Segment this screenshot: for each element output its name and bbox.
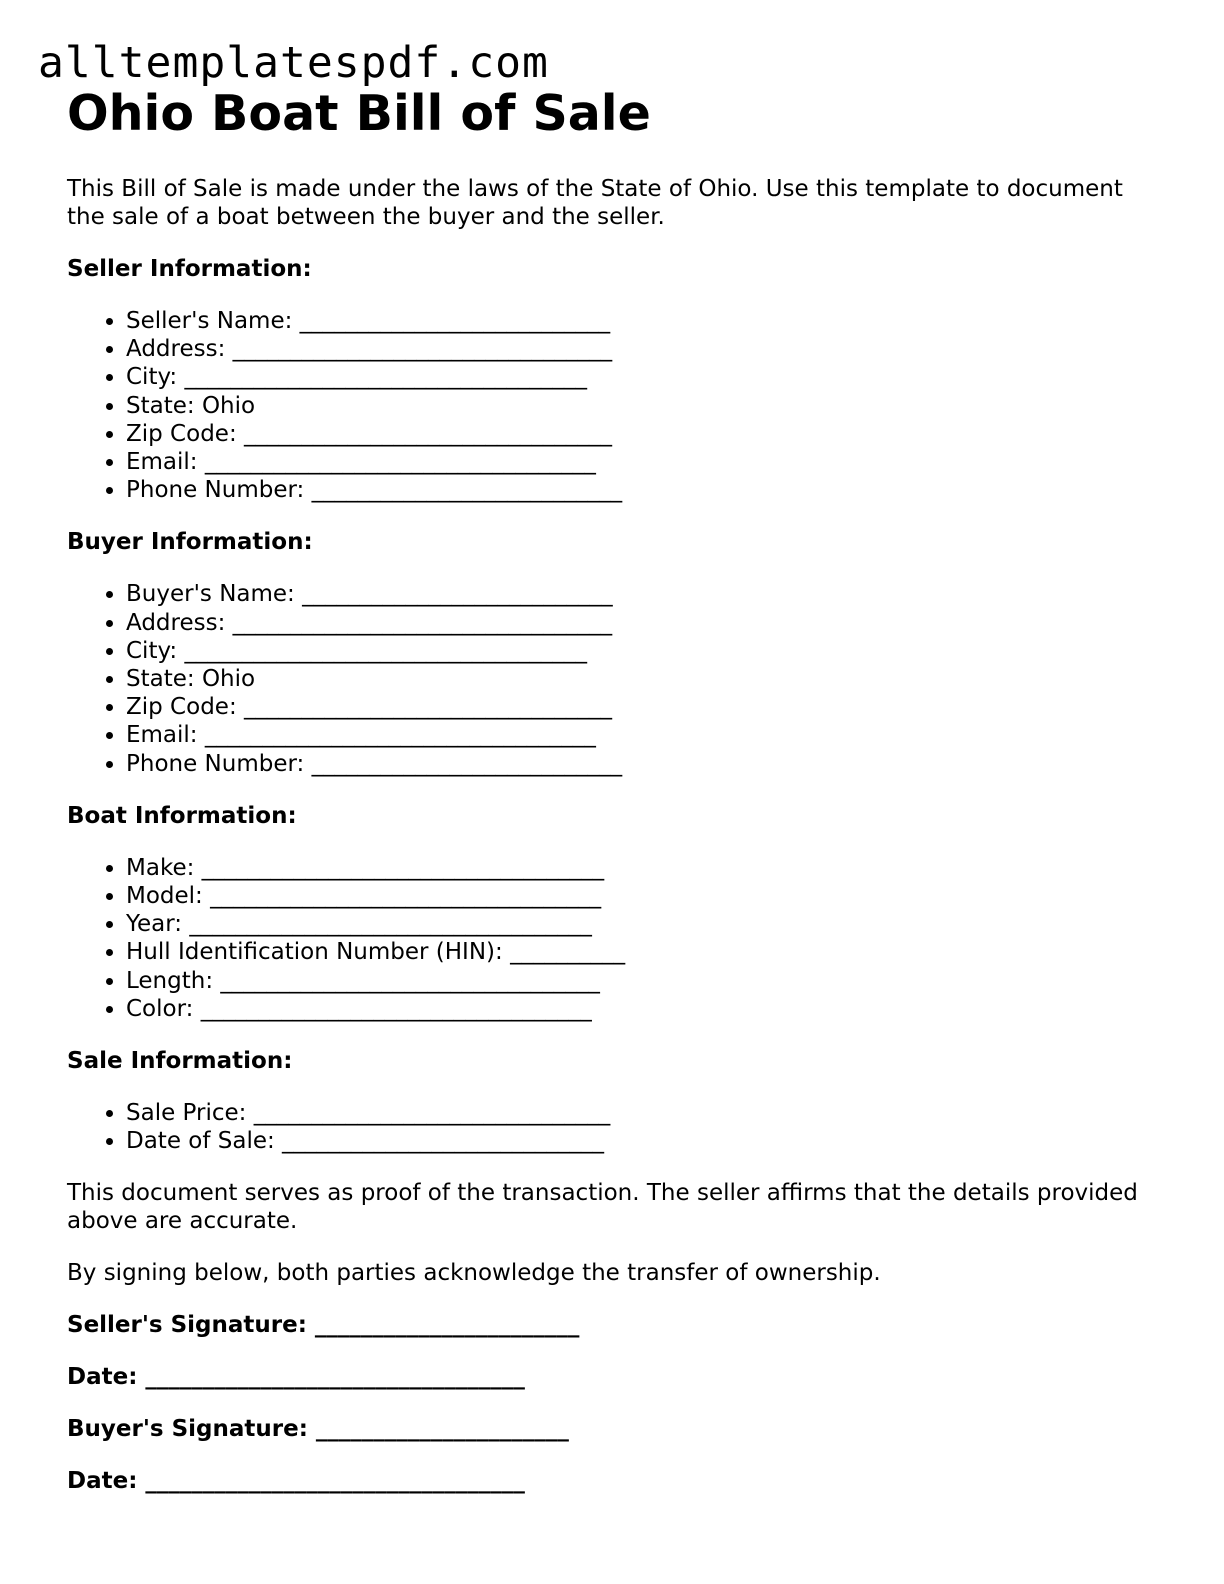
buyer-state-field: • State: Ohio [126,665,1157,693]
seller-city-field: • City: ___________________________________ [126,363,1157,391]
seller-address-field: • Address: _________________________________ [126,335,1157,363]
seller-email-field: • Email: __________________________________ [126,448,1157,476]
boat-section-heading: Boat Information: [67,802,297,829]
boat-make-field: • Make: ___________________________________ [126,854,1157,882]
boat-year-field: • Year: ___________________________________ [126,910,1157,938]
buyer-city-field: • City: ___________________________________ [126,637,1157,665]
watermark: alltemplatespdf.com [38,38,549,88]
sale-price-field: • Sale Price: _______________________________ [126,1099,1157,1127]
buyer-info-list [67,580,1157,777]
document-title: Ohio Boat Bill of Sale [67,85,651,142]
boat-info-list [67,854,1157,1023]
document-page [67,82,1157,1495]
buyer-phone-field: • Phone Number: ___________________________ [126,750,1157,778]
seller-phone-field: • Phone Number: ___________________________ [126,476,1157,504]
buyer-name-field: • Buyer's Name: ___________________________ [126,580,1157,608]
buyer-email-field: • Email: __________________________________ [126,721,1157,749]
seller-section-heading: Seller Information: [67,256,312,282]
sale-section-heading: Sale Information: [67,1048,293,1075]
intro-paragraph: This Bill of Sale is made under the laws of the State of Ohio. Use this template to document the sale of a boat between the buyer and the seller. [67,176,1123,230]
seller-state-field: • State: Ohio [126,392,1157,420]
buyer-section-heading: Buyer Information: [67,529,313,556]
buyer-date-line: Date: _________________________________ [67,1468,525,1495]
seller-signature-line: Seller's Signature: _______________________ [67,1312,580,1339]
sale-info-list [67,1099,1157,1155]
buyer-signature-line: Buyer's Signature: ______________________ [67,1416,569,1443]
affirmation-paragraph: This document serves as proof of the transaction. The seller affirms that the details provided above are accurate. [67,1180,1138,1235]
sale-date-field: • Date of Sale: ____________________________ [126,1127,1157,1155]
boat-model-field: • Model: __________________________________ [126,882,1157,910]
buyer-zip-field: • Zip Code: ________________________________ [126,693,1157,721]
seller-zip-field: • Zip Code: ________________________________ [126,420,1157,448]
boat-hin-field: • Hull Identification Number (HIN): __________ [126,938,1157,966]
buyer-address-field: • Address: _________________________________ [126,609,1157,637]
seller-name-field: • Seller's Name: ___________________________ [126,307,1157,335]
acknowledgement-paragraph: By signing below, both parties acknowledge the transfer of ownership. [67,1260,881,1287]
seller-date-line: Date: _________________________________ [67,1364,525,1391]
seller-info-list [67,307,1157,504]
boat-color-field: • Color: __________________________________ [126,995,1157,1023]
boat-length-field: • Length: _________________________________ [126,967,1157,995]
